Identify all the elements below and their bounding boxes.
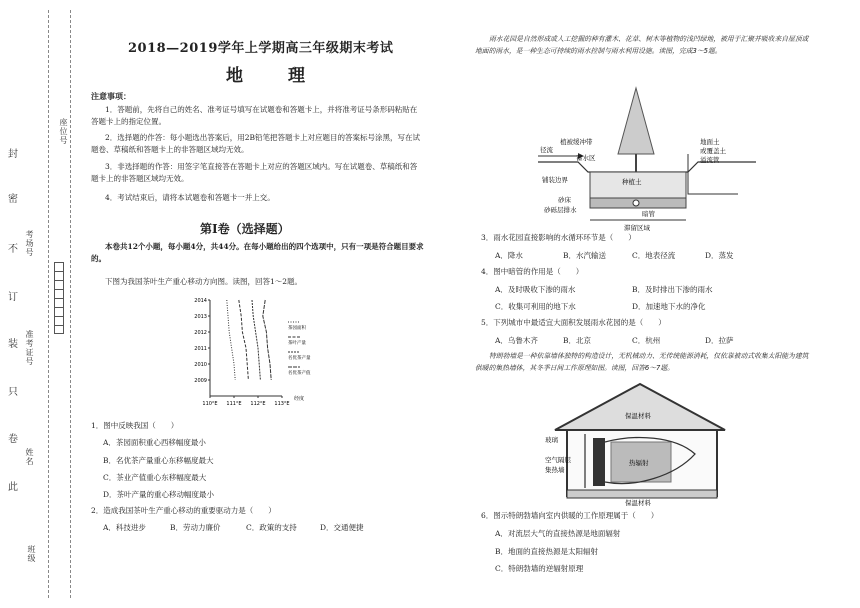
question-3-option-c: C．地表径流	[632, 251, 676, 260]
seal-char: 不	[8, 244, 18, 255]
label-runoff: 径流	[540, 146, 553, 154]
label-collector-wall: 集热墙	[545, 466, 565, 474]
label-class: 班级	[27, 545, 36, 563]
label-overflow-pipe: 溢流管	[700, 156, 720, 164]
admission-number-grid	[54, 262, 64, 334]
tree-crown	[618, 88, 654, 154]
binding-line-inner	[70, 10, 71, 598]
label-ground-soil: 地面土	[700, 138, 720, 146]
seal-char: 封	[8, 149, 18, 160]
roof-insulation	[555, 384, 725, 430]
question-2-option-c: C．政策的支持	[246, 523, 297, 532]
label-sand-bed: 砂床	[558, 196, 571, 204]
seal-char: 密	[8, 194, 18, 205]
y-tick-label: 2009	[194, 378, 207, 384]
y-tick-label: 2011	[194, 346, 207, 352]
binding-margin	[0, 0, 78, 608]
question-5-option-b: B．北京	[563, 336, 592, 345]
x-tick-label: 112°E	[250, 401, 266, 407]
heat-collecting-wall	[593, 438, 605, 486]
question-2-option-a: A．科技进步	[103, 523, 146, 532]
question-2-option-b: B．劳动力廉价	[170, 523, 221, 532]
question-4-option-a: A．及时吸收下渗的雨水	[495, 285, 576, 294]
ground-profile	[538, 162, 756, 172]
rain-garden-diagram	[538, 84, 758, 234]
label-heat-radiation: 热辐射	[629, 459, 649, 467]
label-name: 姓名	[25, 448, 34, 466]
label-gravel-drain: 砂砾层排水	[544, 206, 577, 214]
legend-entry: 茶叶产量	[288, 341, 306, 346]
question-5-option-a: A．乌鲁木齐	[495, 336, 538, 345]
label-glass: 玻璃	[545, 436, 558, 444]
question-6-option-b: B．地面的直接热源是太阳辐射	[495, 547, 599, 556]
legend-entry: 名优茶产量	[288, 356, 311, 361]
label-top-insulation: 保温材料	[625, 412, 651, 420]
x-axis-label: 经度	[294, 396, 305, 402]
section-title: 第Ⅰ卷（选择题）	[200, 222, 290, 236]
drain-pipe	[633, 200, 639, 206]
series-line	[252, 300, 260, 380]
question-4-option-b: B．及时排出下渗的雨水	[632, 285, 713, 294]
notice-item-3: 3．非选择题的作答：用签字笔直接答在答题卡上对应的答题区域内。写在试题卷、草稿纸和答题卡上的非答题区域均无效。	[91, 162, 418, 183]
label-buffer: 植被缓冲带	[560, 138, 593, 146]
label-planting-soil: 种植土	[622, 178, 642, 186]
trombe-wall-diagram	[545, 378, 735, 506]
label-admission-no: 准考证号	[25, 330, 34, 366]
floor-insulation	[567, 490, 717, 498]
rain-garden-intro: 雨水花园是自然形成或人工挖掘的种有灌木、花草、树木等植物的浅凹绿地，被用于汇聚并吸收来自屋顶或地面的雨水，是一种生态可持续的雨水控制与雨水利用设施。读图，完成3～5题。	[475, 35, 809, 55]
notice-heading: 注意事项：	[91, 91, 131, 101]
series-line	[239, 300, 249, 380]
question-6-option-c: C．特朗勃墙的逆辐射原理	[495, 564, 584, 573]
label-paving-edge: 铺装边界	[542, 176, 568, 184]
seal-char: 订	[8, 292, 18, 303]
tea-center-shift-chart	[190, 294, 320, 414]
context-1-2: 下图为我国茶叶生产重心移动方向图。读图，回答1～2题。	[105, 277, 303, 286]
notice-item-4: 4．考试结束后，请将本试题卷和答题卡一并上交。	[105, 193, 275, 202]
label-storage: 蓄水区	[576, 154, 596, 162]
question-3-option-a: A．降水	[495, 251, 523, 260]
label-exam-room: 考场号	[25, 230, 34, 257]
label-air-gap: 空气隔层	[545, 456, 571, 464]
legend-entry: 茶园面积	[288, 326, 306, 331]
section-intro: 本卷共12个小题，每小题4分，共44分。在每小题给出的四个选项中，只有一项是符合题目要求的。	[91, 242, 424, 263]
seal-char: 装	[8, 339, 18, 350]
question-4-stem: 4．图中暗管的作用是（ ）	[481, 267, 584, 276]
subject-title: 地 理	[226, 66, 319, 86]
question-1-option-c: C．茶业产值重心东移幅度最大	[103, 473, 207, 482]
label-detention-area: 滞留区域	[624, 224, 650, 232]
question-3-option-d: D．蒸发	[705, 251, 734, 260]
question-1-stem: 1．图中反映我国（ ）	[91, 421, 179, 430]
label-seat-no: 座位号	[59, 118, 68, 145]
question-4-option-d: D．加速地下水的净化	[632, 302, 706, 311]
question-1-option-b: B．名优茶产量重心东移幅度最大	[103, 456, 214, 465]
question-1-option-d: D．茶叶产量的重心移动幅度最小	[103, 490, 215, 499]
label-bottom-insulation: 保温材料	[625, 499, 651, 506]
notice-item-1: 1．答题前，先将自己的姓名、准考证号填写在试题卷和答题卡上，并将准考证号条形码粘贴在答题卡上的指定位置。	[91, 105, 418, 126]
exam-title: 2018—2019学年上学期高三年级期末考试	[128, 41, 394, 56]
label-cover-soil: 或覆盖土	[700, 147, 726, 155]
y-tick-label: 2010	[194, 362, 207, 368]
question-6-stem: 6．图示特朗勃墙向室内供暖的工作原理属于（ ）	[481, 511, 659, 520]
binding-line-outer	[48, 10, 49, 598]
x-tick-label: 113°E	[274, 401, 290, 407]
seal-char: 只	[8, 387, 18, 398]
legend-entry: 名优茶产值	[288, 371, 311, 376]
y-tick-label: 2013	[194, 314, 207, 320]
notice-item-2: 2．选择题的作答：每小题选出答案后，用2B铅笔把答题卡上对应题目的答案标号涂黑，写在试题卷、草稿纸和答题卡上的非答题区域均无效。	[91, 133, 421, 154]
question-4-option-c: C．收集可利用的地下水	[495, 302, 576, 311]
question-3-option-b: B．水汽输送	[563, 251, 607, 260]
seal-char: 此	[8, 482, 18, 493]
series-line	[263, 300, 271, 380]
y-tick-label: 2012	[194, 330, 207, 336]
question-6-option-a: A．对流层大气的直接热源是地面辐射	[495, 529, 621, 538]
y-tick-label: 2014	[194, 298, 207, 304]
trombe-wall-intro: 特朗勃墙是一种依靠墙体独特的构造设计，无机械动力、无传统能源消耗，仅依靠被动式收集太阳能为建筑供暖的集热墙体，其冬季日间工作原理如图。读图，回答6～7题。	[475, 352, 809, 372]
seal-char: 卷	[8, 434, 18, 445]
question-2-stem: 2．造成我国茶叶生产重心移动的重要驱动力是（ ）	[91, 506, 276, 515]
question-2-option-d: D．交通便捷	[320, 523, 364, 532]
x-tick-label: 110°E	[202, 401, 218, 407]
question-5-option-c: C．杭州	[632, 336, 661, 345]
question-5-option-d: D．拉萨	[705, 336, 734, 345]
series-line	[227, 300, 235, 380]
question-3-stem: 3．雨水花园直接影响的水循环环节是（ ）	[481, 233, 636, 242]
x-tick-label: 111°E	[226, 401, 242, 407]
question-1-option-a: A．茶园面积重心西移幅度最小	[103, 438, 206, 447]
question-5-stem: 5．下列城市中最适宜大面积发展雨水花园的是（ ）	[481, 318, 666, 327]
label-hidden-pipe: 暗管	[642, 210, 655, 218]
